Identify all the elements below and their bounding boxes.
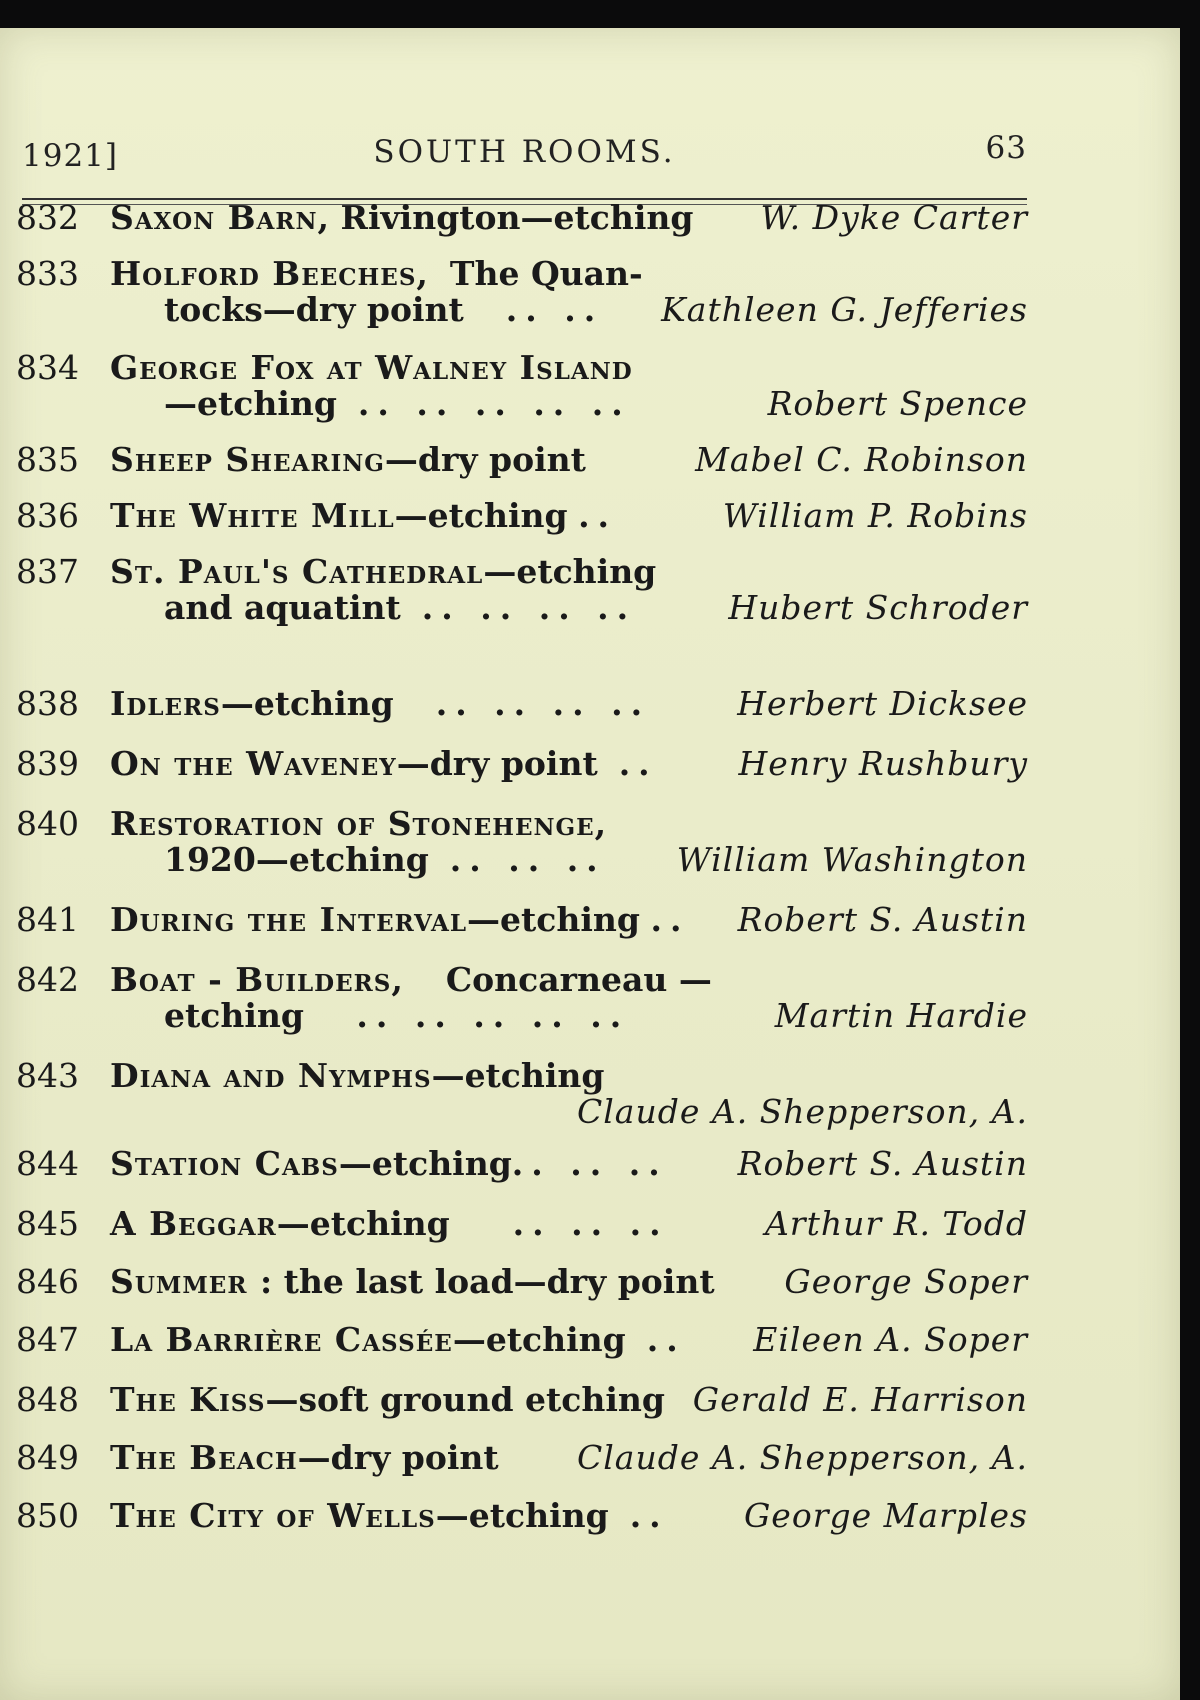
entry-title: Diana and Nymphs	[110, 1056, 432, 1095]
entry-number: 840	[16, 804, 79, 843]
entry-number: 838	[16, 684, 79, 723]
entry-title: Restoration of Stonehenge,	[110, 804, 608, 843]
catalogue-entry	[16, 554, 1028, 626]
entry-medium: —dry point	[384, 440, 586, 479]
entry-title: Summer :	[110, 1262, 274, 1301]
entry-artist: George Marples	[743, 1496, 1028, 1535]
entry-medium-cont: 1920—etching	[164, 840, 429, 879]
catalogue-entry	[16, 1440, 1028, 1476]
running-header	[22, 128, 1027, 178]
entry-title: Holford Beeches,	[110, 254, 429, 293]
page-number: 63	[985, 130, 1027, 166]
entry-number: 836	[16, 496, 79, 535]
catalogue-entry	[16, 1382, 1028, 1418]
entry-artist: Hubert Schroder	[728, 588, 1028, 627]
entry-medium: —dry point	[297, 1438, 499, 1477]
entry-title: Saxon Barn,	[110, 198, 331, 237]
leader-dots: .. .. .. .. ..	[357, 384, 631, 423]
entry-number: 844	[16, 1144, 79, 1183]
entry-title: St. Paul's Cathedral	[110, 552, 484, 591]
catalogue-entry	[16, 1206, 1028, 1242]
catalogue-entry	[16, 686, 1028, 722]
catalogue-entry	[16, 442, 1028, 478]
entry-number: 843	[16, 1056, 79, 1095]
leader-dots: ..	[618, 744, 658, 783]
entry-artist: Mabel C. Robinson	[695, 440, 1028, 479]
entry-artist: William P. Robins	[722, 496, 1028, 535]
entry-artist: George Soper	[784, 1262, 1028, 1301]
entry-medium-cont: —etching	[164, 384, 337, 423]
entry-number: 848	[16, 1380, 79, 1419]
entry-medium: —etching	[452, 1320, 626, 1359]
entry-artist: Henry Rushbury	[738, 744, 1028, 783]
catalogue-entry	[16, 498, 1028, 534]
entry-medium: —etching	[435, 1496, 609, 1535]
entry-number: 837	[16, 552, 79, 591]
leader-dots: .. .. .. ..	[435, 684, 651, 723]
entry-title: The Kiss	[110, 1380, 266, 1419]
entry-number: 832	[16, 198, 79, 237]
entry-medium: —etching	[431, 1056, 605, 1095]
catalogue-entry	[16, 1498, 1028, 1534]
entry-medium-cont: etching	[164, 996, 304, 1035]
entry-title: George Fox at Walney Island	[110, 348, 633, 387]
entry-medium-cont: and aquatint	[164, 588, 401, 627]
entry-number: 835	[16, 440, 79, 479]
entry-number: 850	[16, 1496, 79, 1535]
entry-artist: Claude A. Shepperson, A.	[577, 1092, 1028, 1131]
leader-dots: .. .. .. ..	[421, 588, 637, 627]
entry-title: The City of Wells	[110, 1496, 436, 1535]
catalogue-entry	[16, 902, 1028, 938]
entry-medium: —etching	[394, 496, 568, 535]
entry-medium: —etching	[467, 900, 640, 939]
entry-artist: Herbert Dicksee	[737, 684, 1028, 723]
entry-number: 845	[16, 1204, 79, 1243]
leader-dots: .. .. .. .. ..	[356, 996, 630, 1035]
leader-dots: .. .. ..	[449, 840, 606, 879]
leader-dots: ..	[629, 1496, 669, 1535]
entry-artist: Robert S. Austin	[737, 1144, 1028, 1183]
entry-title: Boat - Builders,	[110, 960, 404, 999]
entry-artist: Claude A. Shepperson, A.	[577, 1438, 1028, 1477]
entry-title: Idlers	[110, 684, 221, 723]
entry-medium-cont: tocks—dry point	[164, 290, 464, 329]
leader-dots: .. ..	[505, 290, 604, 329]
entry-number: 834	[16, 348, 79, 387]
catalogue-entry	[16, 256, 1028, 328]
entry-title: A Beggar	[110, 1204, 277, 1243]
entry-number: 847	[16, 1320, 79, 1359]
catalogue-entry	[16, 1146, 1028, 1182]
leader-dots: .. .. ..	[511, 1144, 668, 1183]
header-title: SOUTH ROOMS.	[373, 134, 676, 170]
entry-title: Sheep Shearing	[110, 440, 385, 479]
entry-title: Station Cabs	[110, 1144, 339, 1183]
entry-number: 842	[16, 960, 79, 999]
catalogue-entry	[16, 1322, 1028, 1358]
entry-number: 833	[16, 254, 79, 293]
entry-artist: Robert S. Austin	[737, 900, 1028, 939]
entry-number: 841	[16, 900, 79, 939]
entry-artist: W. Dyke Carter	[760, 198, 1028, 237]
entry-artist: Gerald E. Harrison	[692, 1380, 1028, 1419]
entry-artist: Martin Hardie	[774, 996, 1028, 1035]
entry-medium: the last load—dry point	[283, 1262, 715, 1301]
entry-artist: Robert Spence	[767, 384, 1028, 423]
catalogue-page	[0, 28, 1180, 1700]
entry-medium: —etching	[338, 1144, 512, 1183]
entry-title: The White Mill	[110, 496, 395, 535]
leader-dots: .. .. ..	[512, 1204, 669, 1243]
catalogue-entry	[16, 1058, 1028, 1130]
entry-medium: The Quan-	[449, 254, 643, 293]
leader-dots: ..	[646, 1320, 686, 1359]
entry-artist: William Washington	[676, 840, 1028, 879]
entry-medium: —etching	[276, 1204, 450, 1243]
entry-medium: —etching	[483, 552, 657, 591]
header-year: 1921]	[22, 138, 118, 174]
entry-title: The Beach	[110, 1438, 298, 1477]
entry-medium: Concarneau —	[445, 960, 712, 999]
entry-medium: Rivington—etching	[340, 198, 694, 237]
entry-artist: Eileen A. Soper	[753, 1320, 1028, 1359]
entry-medium: —dry point	[396, 744, 598, 783]
entry-artist: Arthur R. Todd	[764, 1204, 1028, 1243]
catalogue-entry	[16, 200, 1028, 236]
entry-number: 849	[16, 1438, 79, 1477]
catalogue-entry	[16, 962, 1028, 1034]
leader-dots: ..	[578, 496, 618, 535]
entry-medium: —soft ground etching	[265, 1380, 665, 1419]
catalogue-entry	[16, 350, 1028, 422]
entry-title: On the Waveney	[110, 744, 397, 783]
entry-artist: Kathleen G. Jefferies	[661, 290, 1028, 329]
entry-title: La Barrière Cassée	[110, 1320, 453, 1359]
catalogue-entry	[16, 806, 1028, 878]
entry-number: 846	[16, 1262, 79, 1301]
catalogue-entry	[16, 1264, 1028, 1300]
entry-title: During the Interval	[110, 900, 468, 939]
leader-dots: ..	[650, 900, 690, 939]
catalogue-entry	[16, 746, 1028, 782]
entry-medium: —etching	[220, 684, 394, 723]
entry-number: 839	[16, 744, 79, 783]
